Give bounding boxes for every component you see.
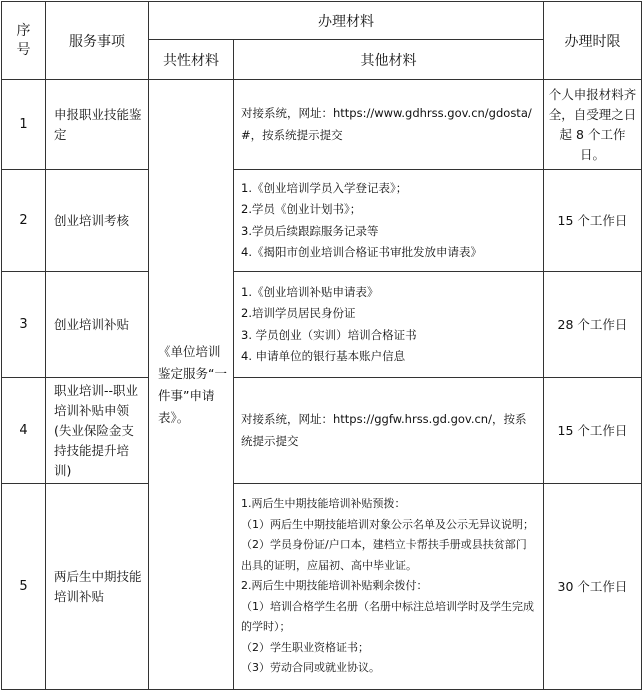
table-row [2, 378, 642, 484]
header-common-materials: 共性材料 [149, 40, 234, 80]
row-other-materials [234, 272, 544, 378]
row-service: 创业培训考核 [46, 170, 149, 272]
row-seq: 2 [2, 170, 46, 272]
row-time: 15 个工作日 [544, 378, 642, 484]
row-time: 30 个工作日 [544, 484, 642, 690]
row-service: 创业培训补贴 [46, 272, 149, 378]
row-time: 个人申报材料齐全，自受理之日起 8 个工作日。 [544, 80, 642, 170]
material-line: 2.学员《创业计划书》； [241, 202, 362, 216]
material-line: 2.培训学员居民身份证 [241, 306, 356, 320]
row-service: 职业培训--职业培训补贴申领(失业保险金支持技能提升培训) [46, 378, 149, 484]
material-line: （2）学员身份证/户口本，建档立卡帮扶手册或县扶贫部门出具的证明，应届初、高中毕业证。 [241, 538, 527, 572]
material-line: 1.《创业培训补贴申请表》 [241, 284, 379, 299]
row-service: 申报职业技能鉴定 [46, 80, 149, 170]
row-service: 两后生中期技能培训补贴 [46, 484, 149, 690]
material-line: 对接系统，网址：https://www.gdhrss.gov.cn/gdosta/#，按系统提示提交 [241, 106, 532, 142]
row-seq: 1 [2, 80, 46, 170]
material-line: 对接系统，网址：https://ggfw.hrss.gd.gov.cn/，按系统提示提交 [241, 412, 527, 448]
material-line: 2.两后生中期技能培训补贴剩余拨付： [241, 579, 428, 593]
row-other-materials [234, 170, 544, 272]
material-line: （1）两后生中期技能培训对象公示名单及公示无异议说明； [241, 517, 534, 531]
table-row [2, 80, 642, 170]
material-line: （2）学生职业资格证书； [241, 640, 369, 654]
material-line: （1）培训合格学生名册（名册中标注总培训学时及学生完成的学时）； [241, 599, 534, 634]
table-row [2, 170, 642, 272]
header-time: 办理时限 [544, 2, 642, 80]
header-other-materials: 其他材料 [234, 40, 544, 80]
row-other-materials [234, 484, 544, 690]
service-materials-table [1, 1, 642, 690]
row-time: 15 个工作日 [544, 170, 642, 272]
row-seq: 4 [2, 378, 46, 484]
table-row [2, 272, 642, 378]
material-line: 1.《创业培训学员入学登记表》； [241, 180, 408, 195]
material-line: （3）劳动合同或就业协议。 [241, 661, 380, 675]
table-row [2, 484, 642, 690]
header-materials: 办理材料 [149, 2, 544, 40]
row-other-materials [234, 80, 544, 170]
header-service: 服务事项 [46, 2, 149, 80]
row-seq: 5 [2, 484, 46, 690]
material-line: 3.学员后续跟踪服务记录等 [241, 223, 379, 238]
header-seq: 序号 [2, 2, 46, 80]
row-time: 28 个工作日 [544, 272, 642, 378]
material-line: 1.两后生中期技能培训补贴预拨： [241, 497, 406, 511]
material-line: 4.《揭阳市创业培训合格证书审批发放申请表》 [241, 245, 482, 259]
common-material-cell: 《单位培训鉴定服务“一件事”申请表》。 [149, 80, 234, 690]
row-other-materials [234, 378, 544, 484]
material-line: 4. 申请单位的银行基本账户信息 [241, 349, 406, 363]
material-line: 3. 学员创业（实训）培训合格证书 [241, 327, 417, 342]
row-seq: 3 [2, 272, 46, 378]
